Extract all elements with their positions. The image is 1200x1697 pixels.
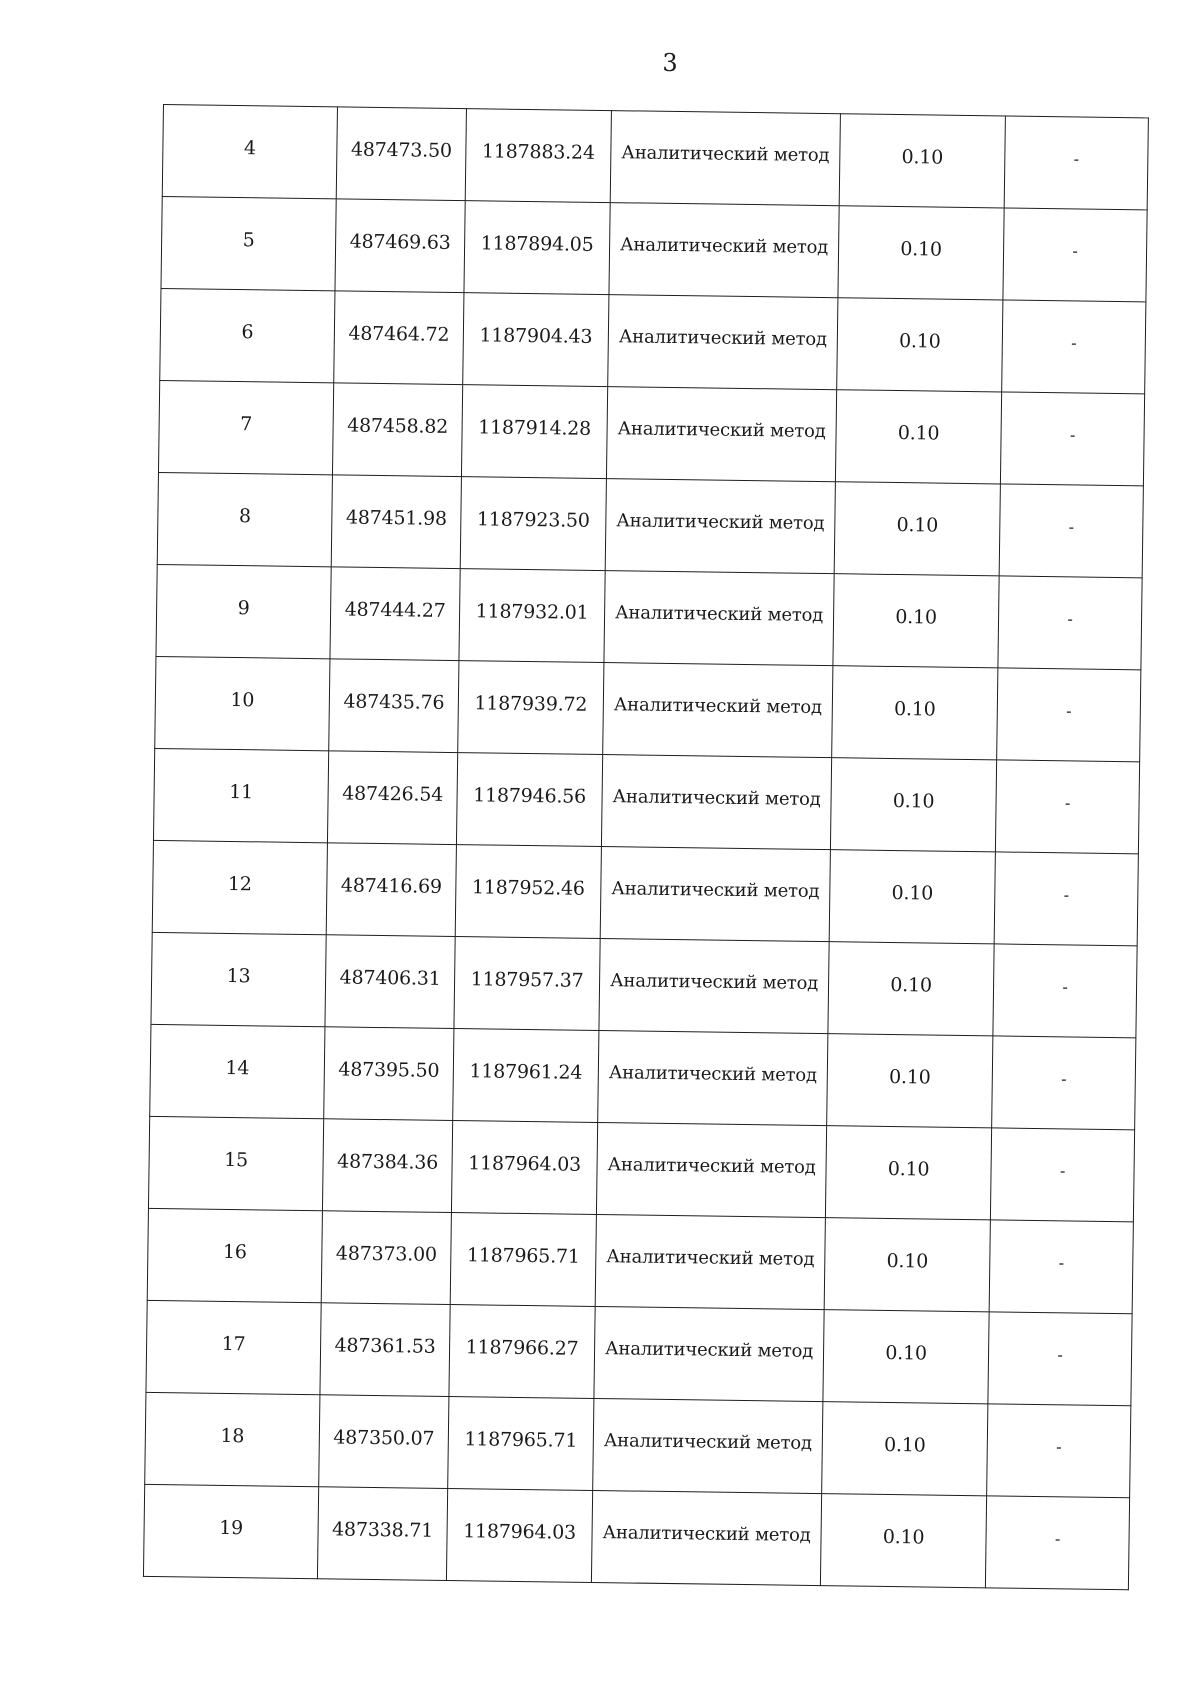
accuracy-cell: [838, 206, 1004, 300]
point-number-cell: [161, 196, 336, 290]
y-coordinate-cell: [454, 937, 600, 1031]
extra-cell-text: -: [1071, 333, 1077, 353]
y-coordinate-cell: [446, 1489, 592, 1583]
accuracy-cell-text: 0.10: [883, 1433, 926, 1457]
point-number-cell: [151, 932, 326, 1026]
method-cell: [608, 295, 838, 390]
table-row: [160, 288, 1146, 393]
method-cell-text: Аналитический метод: [604, 1338, 814, 1362]
accuracy-cell: [823, 1310, 989, 1404]
accuracy-cell-text: 0.10: [886, 1249, 929, 1273]
extra-cell: [997, 668, 1141, 762]
accuracy-cell: [824, 1218, 990, 1312]
x-coordinate-cell: [322, 1119, 452, 1213]
method-cell-text: Аналитический метод: [612, 786, 821, 811]
accuracy-cell: [837, 298, 1003, 392]
point-number-cell: [150, 1024, 325, 1118]
table-row: [147, 1208, 1133, 1313]
method-cell: [606, 387, 836, 482]
x-coordinate-cell: [317, 1487, 447, 1581]
y-coordinate-cell-text: 1187952.46: [471, 875, 585, 900]
y-coordinate-cell-text: 1187961.24: [469, 1059, 583, 1084]
method-cell-text: Аналитический метод: [618, 326, 828, 351]
point-number-cell-text: 13: [226, 964, 251, 987]
x-coordinate-cell-text: 487350.07: [333, 1425, 435, 1450]
x-coordinate-cell: [329, 659, 459, 753]
method-cell-text: Аналитический метод: [621, 142, 830, 167]
table-row: [162, 105, 1148, 210]
extra-cell-text: -: [1062, 977, 1068, 997]
extra-cell-text: -: [1066, 701, 1072, 721]
extra-cell: [992, 1036, 1136, 1130]
y-coordinate-cell-text: 1187883.24: [481, 139, 595, 164]
accuracy-cell-text: 0.10: [887, 1157, 930, 1181]
coordinates-table: [143, 104, 1149, 1590]
point-number-cell-text: 12: [227, 872, 252, 895]
x-coordinate-cell: [334, 291, 464, 385]
x-coordinate-cell: [326, 843, 456, 937]
x-coordinate-cell-text: 487406.31: [339, 965, 441, 990]
method-cell-text: Аналитический метод: [613, 694, 823, 719]
x-coordinate-cell: [335, 199, 465, 293]
y-coordinate-cell-text: 1187914.28: [478, 415, 592, 440]
extra-cell: [1002, 300, 1146, 394]
point-number-cell: [147, 1208, 322, 1302]
x-coordinate-cell: [330, 567, 460, 661]
extra-cell: [987, 1404, 1131, 1498]
accuracy-cell: [820, 1494, 986, 1588]
x-coordinate-cell-text: 487338.71: [331, 1517, 434, 1542]
point-number-cell-text: 10: [230, 688, 255, 711]
point-number-cell-text: 8: [238, 504, 251, 527]
method-cell-text: Аналитический метод: [607, 1154, 816, 1178]
extra-cell-text: -: [1063, 885, 1070, 905]
method-cell: [598, 1031, 828, 1126]
x-coordinate-cell-text: 487444.27: [344, 598, 446, 622]
extra-cell: [1003, 208, 1147, 302]
y-coordinate-cell-text: 1187965.71: [466, 1243, 580, 1268]
table-row: [146, 1300, 1132, 1405]
method-cell: [601, 755, 831, 850]
table-row: [148, 1116, 1134, 1221]
y-coordinate-cell-text: 1187894.05: [480, 231, 594, 256]
point-number-cell: [145, 1392, 320, 1486]
extra-cell-text: -: [1057, 1345, 1063, 1365]
point-number-cell-text: 15: [224, 1148, 249, 1171]
x-coordinate-cell: [325, 935, 455, 1029]
x-coordinate-cell-text: 487395.50: [338, 1057, 440, 1082]
point-number-cell-text: 18: [220, 1424, 245, 1447]
y-coordinate-cell: [456, 753, 602, 847]
table-row: [153, 748, 1139, 853]
method-cell-text: Аналитический метод: [616, 510, 825, 535]
method-cell: [600, 847, 830, 942]
method-cell-text: Аналитический метод: [603, 1430, 813, 1454]
x-coordinate-cell-text: 487464.72: [348, 322, 450, 346]
x-coordinate-cell-text: 487469.63: [349, 230, 451, 254]
x-coordinate-cell: [336, 107, 466, 201]
point-number-cell-text: 4: [243, 136, 257, 159]
extra-cell: [985, 1496, 1129, 1590]
y-coordinate-cell: [449, 1305, 595, 1399]
accuracy-cell: [832, 666, 998, 760]
table-row: [151, 932, 1137, 1037]
x-coordinate-cell: [321, 1211, 451, 1305]
accuracy-cell-text: 0.10: [888, 1065, 931, 1089]
extra-cell: [999, 484, 1143, 578]
accuracy-cell-text: 0.10: [890, 973, 932, 997]
x-coordinate-cell-text: 487384.36: [336, 1149, 439, 1174]
accuracy-cell: [822, 1402, 988, 1496]
x-coordinate-cell-text: 487473.50: [350, 138, 453, 162]
y-coordinate-cell: [453, 1029, 599, 1123]
method-cell-text: Аналитический метод: [619, 234, 829, 259]
accuracy-cell: [833, 574, 999, 668]
extra-cell-text: -: [1064, 793, 1071, 813]
y-coordinate-cell: [458, 661, 604, 755]
method-cell: [594, 1306, 824, 1401]
point-number-cell-text: 16: [222, 1240, 247, 1263]
method-cell: [610, 111, 840, 206]
table-row: [143, 1484, 1129, 1589]
method-cell: [603, 663, 833, 758]
y-coordinate-cell-text: 1187932.01: [475, 599, 589, 624]
method-cell: [599, 939, 829, 1034]
accuracy-cell-text: 0.10: [895, 605, 937, 629]
extra-cell: [1000, 392, 1144, 486]
y-coordinate-cell: [460, 477, 606, 571]
y-coordinate-cell: [463, 293, 609, 387]
coordinates-table-body: [143, 105, 1148, 1590]
accuracy-cell: [829, 850, 995, 944]
extra-cell-text: -: [1069, 425, 1076, 445]
point-number-cell: [146, 1300, 321, 1394]
extra-cell-text: -: [1073, 149, 1080, 169]
x-coordinate-cell-text: 487373.00: [335, 1241, 437, 1266]
extra-cell-text: -: [1059, 1161, 1066, 1181]
accuracy-cell-text: 0.10: [898, 329, 941, 353]
y-coordinate-cell-text: 1187939.72: [474, 691, 588, 716]
point-number-cell: [148, 1116, 323, 1210]
method-cell: [591, 1490, 821, 1585]
accuracy-cell: [827, 1034, 993, 1128]
extra-cell-text: -: [1067, 609, 1073, 629]
x-coordinate-cell-text: 487435.76: [343, 690, 445, 714]
accuracy-cell: [828, 942, 994, 1036]
point-number-cell-text: 19: [219, 1516, 244, 1539]
y-coordinate-cell: [455, 845, 601, 939]
method-cell-text: Аналитический метод: [611, 878, 820, 903]
accuracy-cell-text: 0.10: [885, 1341, 927, 1365]
method-cell-text: Аналитический метод: [609, 970, 819, 994]
x-coordinate-cell: [319, 1395, 449, 1489]
point-number-cell-text: 7: [240, 412, 253, 435]
x-coordinate-cell-text: 487451.98: [345, 506, 448, 530]
point-number-cell: [162, 105, 337, 199]
extra-cell: [989, 1220, 1133, 1314]
method-cell: [605, 479, 835, 574]
method-cell-text: Аналитический метод: [602, 1522, 811, 1546]
page-number: 3: [662, 49, 678, 77]
method-cell: [604, 571, 834, 666]
extra-cell-text: -: [1054, 1529, 1061, 1549]
x-coordinate-cell: [324, 1027, 454, 1121]
y-coordinate-cell-text: 1187904.43: [479, 323, 593, 348]
method-cell-text: Аналитический метод: [608, 1062, 818, 1086]
table-row: [155, 656, 1141, 761]
point-number-cell-text: 6: [241, 320, 254, 343]
accuracy-cell-text: 0.10: [901, 145, 944, 169]
accuracy-cell: [839, 114, 1005, 208]
point-number-cell: [155, 656, 330, 750]
method-cell-text: Аналитический метод: [606, 1246, 815, 1270]
accuracy-cell: [830, 758, 996, 852]
extra-cell: [990, 1128, 1134, 1222]
accuracy-cell-text: 0.10: [882, 1525, 925, 1548]
accuracy-cell-text: 0.10: [891, 881, 934, 905]
y-coordinate-cell: [450, 1213, 596, 1307]
point-number-cell-text: 5: [242, 228, 255, 251]
x-coordinate-cell: [327, 751, 457, 845]
method-cell: [596, 1123, 826, 1218]
y-coordinate-cell: [448, 1397, 594, 1491]
y-coordinate-cell-text: 1187923.50: [476, 507, 590, 532]
point-number-cell-text: 11: [229, 780, 254, 803]
point-number-cell: [157, 472, 332, 566]
method-cell-text: Аналитический метод: [617, 418, 826, 443]
y-coordinate-cell-text: 1187957.37: [470, 967, 584, 992]
point-number-cell: [153, 748, 328, 842]
table-row: [161, 196, 1147, 301]
extra-cell: [998, 576, 1142, 670]
point-number-cell: [152, 840, 327, 934]
y-coordinate-cell-text: 1187946.56: [473, 783, 587, 808]
x-coordinate-cell: [331, 475, 461, 569]
accuracy-cell-text: 0.10: [892, 789, 935, 813]
y-coordinate-cell-text: 1187966.27: [465, 1335, 579, 1360]
extra-cell: [993, 944, 1137, 1038]
extra-cell: [995, 760, 1139, 854]
table-row: [152, 840, 1138, 945]
table-row: [145, 1392, 1131, 1497]
x-coordinate-cell-text: 487361.53: [334, 1333, 436, 1358]
point-number-cell-text: 9: [237, 596, 250, 619]
x-coordinate-cell: [332, 383, 462, 477]
x-coordinate-cell-text: 487458.82: [347, 414, 449, 438]
extra-cell-text: -: [1068, 517, 1075, 537]
accuracy-cell-text: 0.10: [897, 421, 940, 445]
point-number-cell: [160, 288, 335, 382]
x-coordinate-cell: [320, 1303, 450, 1397]
point-number-cell: [156, 564, 331, 658]
table-row: [150, 1024, 1136, 1129]
y-coordinate-cell: [464, 201, 610, 295]
method-cell: [593, 1398, 823, 1493]
point-number-cell-text: 17: [221, 1332, 246, 1355]
table-row: [157, 472, 1143, 577]
point-number-cell: [143, 1484, 318, 1578]
point-number-cell: [158, 380, 333, 474]
y-coordinate-cell: [451, 1121, 597, 1215]
y-coordinate-cell: [461, 385, 607, 479]
accuracy-cell-text: 0.10: [893, 697, 936, 721]
y-coordinate-cell-text: 1187964.03: [468, 1151, 582, 1176]
accuracy-cell: [825, 1126, 991, 1220]
extra-cell: [1004, 116, 1148, 210]
method-cell: [609, 203, 839, 298]
table-row: [156, 564, 1142, 669]
y-coordinate-cell: [465, 109, 611, 203]
accuracy-cell: [834, 482, 1000, 576]
table-row: [158, 380, 1144, 485]
y-coordinate-cell-text: 1187964.03: [463, 1519, 577, 1544]
accuracy-cell-text: 0.10: [900, 237, 942, 261]
accuracy-cell-text: 0.10: [896, 513, 939, 537]
y-coordinate-cell-text: 1187965.71: [464, 1427, 578, 1452]
accuracy-cell: [835, 390, 1001, 484]
extra-cell: [994, 852, 1138, 946]
x-coordinate-cell-text: 487426.54: [342, 782, 444, 806]
method-cell-text: Аналитический метод: [614, 602, 824, 627]
extra-cell-text: -: [1061, 1069, 1067, 1089]
extra-cell-text: -: [1058, 1253, 1065, 1273]
y-coordinate-cell: [459, 569, 605, 663]
extra-cell-text: -: [1072, 241, 1078, 261]
point-number-cell-text: 14: [225, 1056, 250, 1079]
extra-cell-text: -: [1056, 1437, 1062, 1457]
method-cell: [595, 1215, 825, 1310]
x-coordinate-cell-text: 487416.69: [340, 873, 442, 898]
extra-cell: [988, 1312, 1132, 1406]
